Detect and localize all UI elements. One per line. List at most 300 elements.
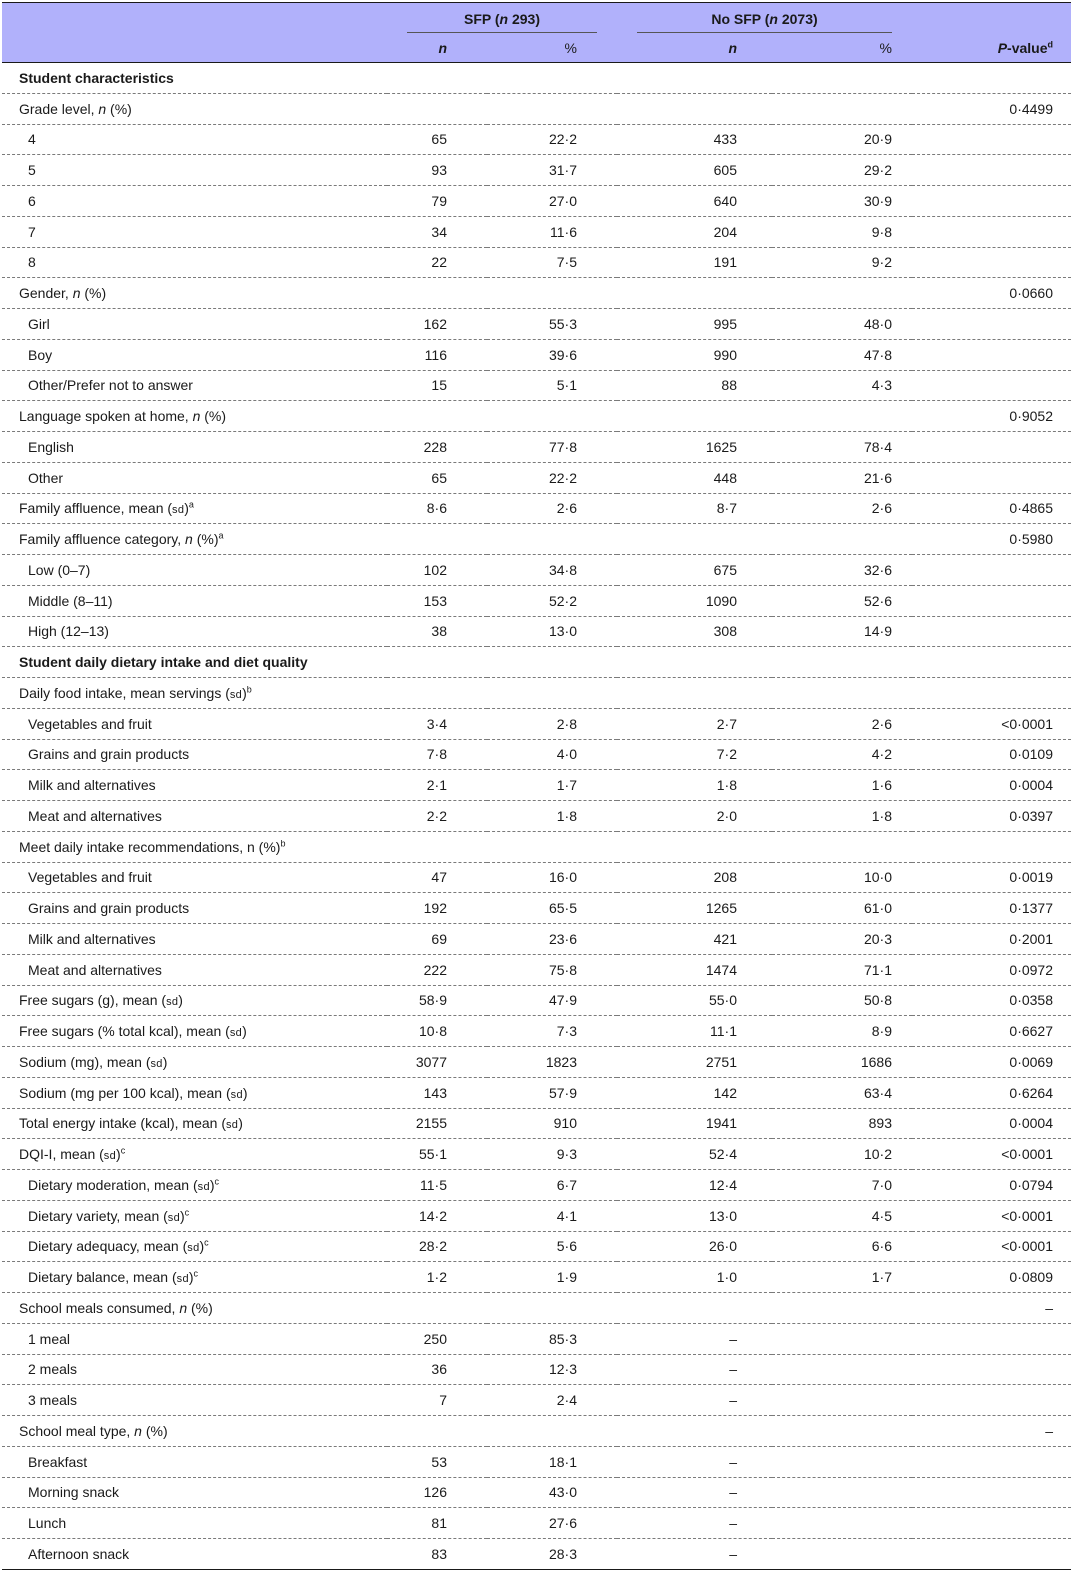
pvalue-cell: <0·0001: [912, 1139, 1071, 1170]
sfp-pct-cell: 11·6: [487, 216, 617, 247]
row-label: [2, 770, 387, 801]
row-label: [2, 1385, 387, 1416]
nosfp-pct-cell: 8·9: [772, 1016, 912, 1047]
table-row: [2, 339, 1071, 370]
nosfp-n-cell: 8·7: [617, 493, 772, 524]
sfp-n-cell: 14·2: [387, 1200, 487, 1231]
pvalue-cell: [912, 1354, 1071, 1385]
label-part: ): [184, 500, 189, 517]
table-row: [2, 985, 1071, 1016]
sfp-n-cell: 126: [387, 1477, 487, 1508]
sfp-pct-cell: 1823: [487, 1047, 617, 1078]
row-label: [2, 93, 387, 124]
nosfp-n-cell: –: [617, 1508, 772, 1539]
row-label: [2, 524, 387, 555]
pvalue-cell: 0·0358: [912, 985, 1071, 1016]
table-row: [2, 1293, 1071, 1324]
nosfp-n-cell: –: [617, 1477, 772, 1508]
label-part: Sodium (mg), mean (: [19, 1053, 151, 1070]
sfp-pct-cell: 5·6: [487, 1231, 617, 1262]
pvalue-cell: <0·0001: [912, 708, 1071, 739]
header-pvalue: P-value$^d$: [912, 33, 1071, 63]
sfp-pct-cell: [487, 1293, 617, 1324]
empty-cell: [617, 63, 772, 94]
label-part: ): [188, 1269, 194, 1286]
pvalue-cell: [912, 216, 1071, 247]
nosfp-n-cell: 142: [617, 1077, 772, 1108]
sfp-n-cell: [387, 93, 487, 124]
nosfp-pct-cell: [772, 1354, 912, 1385]
header-blank: [2, 3, 387, 34]
row-label: [2, 493, 387, 524]
label-part: Grains and grain products: [28, 746, 190, 763]
table-row: [2, 739, 1071, 770]
label-part: n: [98, 100, 107, 117]
label-part: Morning snack: [28, 1484, 120, 1501]
label-part: Vegetables and fruit: [28, 715, 152, 732]
row-label: [2, 216, 387, 247]
sfp-n-cell: [387, 678, 487, 709]
label-part: ): [238, 1115, 243, 1132]
nosfp-pct-cell: [772, 1508, 912, 1539]
row-label: [2, 555, 387, 586]
row-label: [2, 831, 387, 862]
label-part: School meal type,: [19, 1422, 135, 1439]
label-part: Free sugars (% total kcal), mean (: [19, 1023, 230, 1040]
table-row: [2, 924, 1071, 955]
row-label: [2, 924, 387, 955]
sfp-n-cell: [387, 1416, 487, 1447]
table-row: [2, 432, 1071, 463]
label-part: n: [185, 531, 193, 548]
row-label: [2, 739, 387, 770]
sfp-n-cell: 153: [387, 585, 487, 616]
row-label: [2, 1170, 387, 1201]
nosfp-pct-cell: 1·6: [772, 770, 912, 801]
row-label: [2, 432, 387, 463]
nosfp-pct-cell: 10·0: [772, 862, 912, 893]
label-part: c: [214, 1176, 220, 1187]
table-row: [2, 1139, 1071, 1170]
sfp-n-cell: 102: [387, 555, 487, 586]
label-part: Family affluence, mean (: [19, 500, 173, 517]
pvalue-cell: [912, 370, 1071, 401]
label-part: Afternoon snack: [28, 1545, 130, 1562]
label-part: n: [179, 1299, 188, 1316]
row-label: [2, 1108, 387, 1139]
sfp-n-cell: 8·6: [387, 493, 487, 524]
nosfp-pct-cell: 14·9: [772, 616, 912, 647]
sfp-n-cell: 55·1: [387, 1139, 487, 1170]
pvalue-cell: [912, 309, 1071, 340]
empty-cell: [387, 647, 487, 678]
nosfp-pct-cell: 4·2: [772, 739, 912, 770]
nosfp-n-cell: 308: [617, 616, 772, 647]
pvalue-cell: 0·0069: [912, 1047, 1071, 1078]
label-part: n: [134, 1422, 142, 1439]
nosfp-pct-cell: 61·0: [772, 893, 912, 924]
label-part: DQI-I, mean (: [19, 1146, 104, 1163]
table-row: [2, 1477, 1071, 1508]
nosfp-n-cell: 11·1: [617, 1016, 772, 1047]
nosfp-n-cell: 1·0: [617, 1262, 772, 1293]
label-part: (%): [141, 1422, 168, 1439]
section-row: [2, 647, 1071, 678]
pvalue-cell: 0·6264: [912, 1077, 1071, 1108]
table-row: [2, 1416, 1071, 1447]
label-part: Meat and alternatives: [28, 807, 162, 824]
pvalue-cell: 0·1377: [912, 893, 1071, 924]
nosfp-n-cell: 675: [617, 555, 772, 586]
header-nosfp-group: No SFP (n 2073): [617, 3, 912, 34]
pvalue-cell: [912, 432, 1071, 463]
sfp-n-cell: 38: [387, 616, 487, 647]
sfp-pct-cell: 5·1: [487, 370, 617, 401]
label-part: Gender,: [19, 285, 73, 302]
pvalue-cell: 0·0109: [912, 739, 1071, 770]
sfp-pct-cell: 77·8: [487, 432, 617, 463]
nosfp-n-cell: 421: [617, 924, 772, 955]
sfp-pct-cell: 1·7: [487, 770, 617, 801]
nosfp-pct-cell: [772, 678, 912, 709]
nosfp-n-cell: 208: [617, 862, 772, 893]
label-part: 5: [28, 162, 36, 179]
label-part: c: [184, 1206, 190, 1217]
nosfp-pct-cell: 63·4: [772, 1077, 912, 1108]
label-part: n: [72, 285, 81, 302]
table-row: [2, 155, 1071, 186]
nosfp-pct-cell: 78·4: [772, 432, 912, 463]
label-part: sd: [150, 1057, 163, 1070]
pvalue-cell: [912, 555, 1071, 586]
row-label: [2, 309, 387, 340]
label-part: sd: [229, 1027, 243, 1040]
sfp-n-cell: 228: [387, 432, 487, 463]
label-part: 4: [28, 131, 36, 148]
sfp-pct-cell: 47·9: [487, 985, 617, 1016]
label-part: a: [188, 499, 194, 510]
empty-cell: [487, 63, 617, 94]
label-part: sd: [172, 504, 185, 517]
sfp-pct-cell: 57·9: [487, 1077, 617, 1108]
table-row: [2, 124, 1071, 155]
table-row: [2, 678, 1071, 709]
nosfp-pct-cell: 20·3: [772, 924, 912, 955]
header-sfp-n: n: [387, 33, 487, 63]
sfp-pct-cell: [487, 93, 617, 124]
nosfp-pct-cell: [772, 278, 912, 309]
label-part: 6: [28, 192, 36, 209]
sfp-n-cell: 65: [387, 124, 487, 155]
nosfp-n-cell: 2751: [617, 1047, 772, 1078]
table-row: [2, 831, 1071, 862]
pvalue-cell: [912, 155, 1071, 186]
nosfp-pct-cell: 1686: [772, 1047, 912, 1078]
label-part: Other: [28, 469, 64, 486]
nosfp-pct-cell: 52·6: [772, 585, 912, 616]
sfp-n-cell: 116: [387, 339, 487, 370]
sfp-n-cell: 15: [387, 370, 487, 401]
nosfp-pct-cell: [772, 93, 912, 124]
sfp-n-cell: 69: [387, 924, 487, 955]
row-label: [2, 124, 387, 155]
nosfp-n-cell: 990: [617, 339, 772, 370]
row-label: [2, 616, 387, 647]
table-row: [2, 1077, 1071, 1108]
sfp-n-cell: 22: [387, 247, 487, 278]
label-part: Grains and grain products: [28, 900, 190, 917]
sfp-pct-cell: 65·5: [487, 893, 617, 924]
label-part: School meals consumed,: [19, 1299, 180, 1316]
header-sfp-group: SFP (n 293): [387, 3, 617, 34]
sfp-n-cell: 10·8: [387, 1016, 487, 1047]
table-row: [2, 370, 1071, 401]
label-part: c: [204, 1237, 209, 1248]
table-row: [2, 1016, 1071, 1047]
nosfp-n-cell: 55·0: [617, 985, 772, 1016]
nosfp-pct-cell: [772, 1293, 912, 1324]
label-part: Middle (8–11): [28, 592, 113, 609]
table-row: [2, 493, 1071, 524]
nosfp-n-cell: –: [617, 1354, 772, 1385]
sfp-n-cell: 65: [387, 462, 487, 493]
nosfp-pct-cell: 48·0: [772, 309, 912, 340]
nosfp-n-cell: [617, 524, 772, 555]
label-part: Dietary adequacy, mean (: [28, 1238, 188, 1255]
nosfp-n-cell: [617, 1416, 772, 1447]
sfp-pct-cell: [487, 1416, 617, 1447]
nosfp-n-cell: [617, 401, 772, 432]
pvalue-cell: –: [912, 1416, 1071, 1447]
row-label: [2, 1446, 387, 1477]
nosfp-pct-cell: [772, 1323, 912, 1354]
label-part: sd: [167, 1211, 180, 1224]
nosfp-pct-cell: 10·2: [772, 1139, 912, 1170]
sfp-n-cell: 2155: [387, 1108, 487, 1139]
row-label: [2, 1077, 387, 1108]
results-table: [2, 2, 1071, 1570]
table-row: [2, 893, 1071, 924]
pvalue-cell: 0·9052: [912, 401, 1071, 432]
label-part: Dietary balance, mean (: [28, 1269, 177, 1286]
pvalue-cell: [912, 247, 1071, 278]
pvalue-cell: [912, 616, 1071, 647]
label-part: Meat and alternatives: [28, 961, 162, 978]
sfp-n-cell: 162: [387, 309, 487, 340]
table-row: [2, 585, 1071, 616]
row-label: [2, 1047, 387, 1078]
pvalue-cell: <0·0001: [912, 1200, 1071, 1231]
table-row: [2, 1508, 1071, 1539]
table-row: [2, 247, 1071, 278]
nosfp-n-cell: 1·8: [617, 770, 772, 801]
nosfp-n-cell: [617, 678, 772, 709]
sfp-n-cell: 192: [387, 893, 487, 924]
table-row: [2, 1385, 1071, 1416]
table-row: [2, 309, 1071, 340]
label-part: Dietary variety, mean (: [28, 1207, 168, 1224]
table-row: [2, 1047, 1071, 1078]
label-part: Daily food intake, mean servings (: [19, 684, 230, 701]
nosfp-n-cell: 12·4: [617, 1170, 772, 1201]
pvalue-cell: 0·0794: [912, 1170, 1071, 1201]
sfp-pct-cell: 23·6: [487, 924, 617, 955]
table-row: [2, 93, 1071, 124]
sfp-n-cell: 28·2: [387, 1231, 487, 1262]
row-label: [2, 1016, 387, 1047]
sfp-n-cell: 34: [387, 216, 487, 247]
row-label: [2, 339, 387, 370]
nosfp-pct-cell: 1·8: [772, 801, 912, 832]
table-row: [2, 708, 1071, 739]
sfp-n-cell: 2·1: [387, 770, 487, 801]
table-row: [2, 770, 1071, 801]
empty-cell: [772, 63, 912, 94]
nosfp-n-cell: 1941: [617, 1108, 772, 1139]
sfp-pct-cell: 28·3: [487, 1539, 617, 1570]
table-row: [2, 278, 1071, 309]
sfp-n-cell: 83: [387, 1539, 487, 1570]
label-part: (%): [200, 408, 227, 425]
nosfp-n-cell: 448: [617, 462, 772, 493]
sfp-pct-cell: 22·2: [487, 462, 617, 493]
label-part: ): [199, 1238, 205, 1255]
pvalue-cell: [912, 1539, 1071, 1570]
pvalue-cell: [912, 678, 1071, 709]
sfp-pct-cell: 1·9: [487, 1262, 617, 1293]
pvalue-cell: 0·0809: [912, 1262, 1071, 1293]
sfp-pct-cell: [487, 831, 617, 862]
row-label: [2, 278, 387, 309]
pvalue-cell: [912, 462, 1071, 493]
sfp-pct-cell: 910: [487, 1108, 617, 1139]
row-label: [2, 954, 387, 985]
sfp-pct-cell: 31·7: [487, 155, 617, 186]
sfp-pct-cell: 16·0: [487, 862, 617, 893]
label-part: Student characteristics: [19, 69, 174, 86]
label-part: Sodium (mg per 100 kcal), mean (: [19, 1084, 231, 1101]
nosfp-n-cell: [617, 93, 772, 124]
pvalue-cell: 0·0019: [912, 862, 1071, 893]
pvalue-cell: <0·0001: [912, 1231, 1071, 1262]
table-row: [2, 616, 1071, 647]
row-label: [2, 647, 387, 678]
table-row: [2, 1170, 1071, 1201]
label-part: High (12–13): [28, 623, 109, 640]
empty-cell: [487, 647, 617, 678]
sfp-pct-cell: 2·4: [487, 1385, 617, 1416]
header-nosfp-n: n: [617, 33, 772, 63]
row-label: [2, 401, 387, 432]
row-label: [2, 1293, 387, 1324]
sfp-pct-cell: 2·8: [487, 708, 617, 739]
nosfp-pct-cell: 20·9: [772, 124, 912, 155]
pvalue-cell: 0·5980: [912, 524, 1071, 555]
table-body: [2, 63, 1071, 1570]
label-part: sd: [103, 1150, 117, 1163]
nosfp-n-cell: 13·0: [617, 1200, 772, 1231]
label-part: b: [246, 684, 252, 695]
row-label: [2, 1477, 387, 1508]
nosfp-pct-cell: 2·6: [772, 708, 912, 739]
label-part: Breakfast: [28, 1453, 88, 1470]
nosfp-n-cell: 204: [617, 216, 772, 247]
label-part: English: [28, 438, 74, 455]
label-part: Free sugars (g), mean (: [19, 992, 167, 1009]
sfp-pct-cell: 6·7: [487, 1170, 617, 1201]
nosfp-pct-cell: 71·1: [772, 954, 912, 985]
row-label: [2, 678, 387, 709]
nosfp-n-cell: –: [617, 1385, 772, 1416]
table-row: [2, 1108, 1071, 1139]
sfp-pct-cell: 39·6: [487, 339, 617, 370]
label-part: sd: [229, 688, 243, 701]
row-label: [2, 1508, 387, 1539]
nosfp-n-cell: 88: [617, 370, 772, 401]
pvalue-cell: [912, 1323, 1071, 1354]
label-part: Total energy intake (kcal), mean (: [19, 1115, 226, 1132]
label-part: Meet daily intake recommendations, n (%): [19, 838, 281, 855]
nosfp-n-cell: [617, 831, 772, 862]
label-part: 7: [28, 223, 36, 240]
nosfp-n-cell: [617, 1293, 772, 1324]
pvalue-cell: [912, 831, 1071, 862]
sfp-pct-cell: 1·8: [487, 801, 617, 832]
sfp-n-cell: [387, 278, 487, 309]
label-part: sd: [230, 1088, 243, 1101]
pvalue-cell: [912, 585, 1071, 616]
nosfp-n-cell: [617, 278, 772, 309]
label-part: Girl: [28, 315, 50, 332]
sfp-pct-cell: 55·3: [487, 309, 617, 340]
label-part: ): [242, 1023, 247, 1040]
label-part: sd: [197, 1180, 210, 1193]
table-row: [2, 1231, 1071, 1262]
row-label: [2, 1200, 387, 1231]
sfp-pct-cell: 27·0: [487, 186, 617, 217]
nosfp-pct-cell: 29·2: [772, 155, 912, 186]
sfp-pct-cell: 52·2: [487, 585, 617, 616]
label-part: Milk and alternatives: [28, 930, 156, 947]
sfp-n-cell: [387, 524, 487, 555]
nosfp-n-cell: 7·2: [617, 739, 772, 770]
sfp-n-cell: [387, 831, 487, 862]
label-part: ): [178, 992, 183, 1009]
sfp-n-cell: [387, 1293, 487, 1324]
nosfp-pct-cell: 21·6: [772, 462, 912, 493]
table-row: [2, 186, 1071, 217]
sfp-n-cell: 3077: [387, 1047, 487, 1078]
label-part: ): [116, 1146, 121, 1163]
label-part: a: [218, 530, 224, 541]
label-part: 3 meals: [28, 1392, 78, 1409]
label-part: Grade level,: [19, 100, 99, 117]
nosfp-n-cell: 605: [617, 155, 772, 186]
row-label: [2, 585, 387, 616]
label-part: ): [209, 1176, 215, 1193]
row-label: [2, 247, 387, 278]
nosfp-pct-cell: [772, 1385, 912, 1416]
row-label: [2, 801, 387, 832]
sfp-n-cell: 143: [387, 1077, 487, 1108]
header-nosfp-pct: %: [772, 33, 912, 63]
row-label: [2, 186, 387, 217]
pvalue-cell: 0·0004: [912, 1108, 1071, 1139]
nosfp-pct-cell: 893: [772, 1108, 912, 1139]
label-part: Student daily dietary intake and diet quality: [19, 654, 308, 671]
label-part: 1 meal: [28, 1330, 71, 1347]
pvalue-cell: 0·0004: [912, 770, 1071, 801]
